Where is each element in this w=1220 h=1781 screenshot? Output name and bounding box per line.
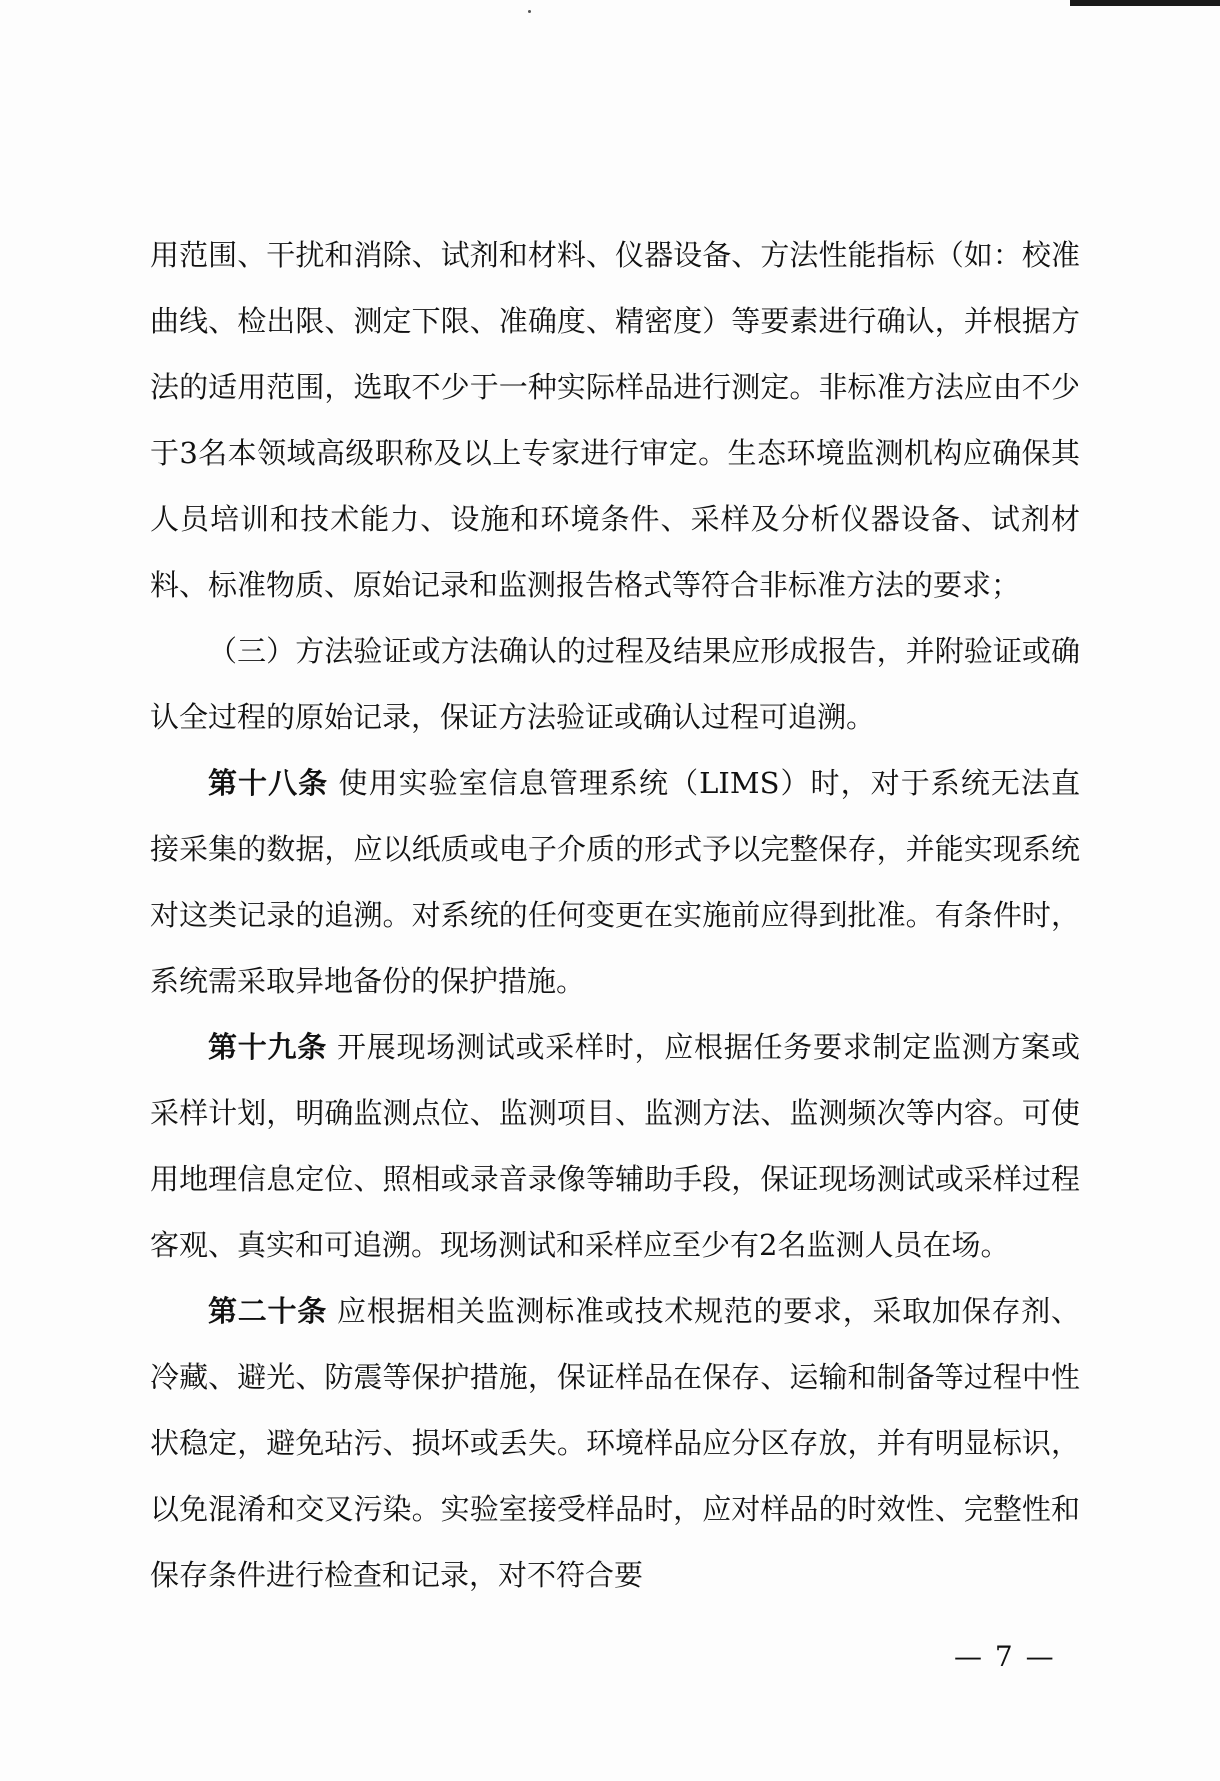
- article-19: [150, 1014, 1080, 1278]
- paragraph-text: 开展现场测试或采样时，应根据任务要求制定监测方案或采样计划，明确监测点位、监测项目、监测方法、监测频次等内容。可使用地理信息定位、照相或录音录像等辅助手段，保证现场测试或采样过程客观、真实和可追溯。现场测试和采样应至少有2名监测人员在场。: [150, 1030, 1080, 1262]
- paragraph-item-three: [150, 618, 1080, 750]
- page-number: — 7 —: [954, 1640, 1056, 1673]
- article-label: 第二十条: [208, 1294, 328, 1328]
- article-20: [150, 1278, 1080, 1608]
- paragraph-text: 用范围、干扰和消除、试剂和材料、仪器设备、方法性能指标（如：校准曲线、检出限、测定下限、准确度、精密度）等要素进行确认，并根据方法的适用范围，选取不少于一种实际样品进行测定。非标准方法应由不少于3名本领域高级职称及以上专家进行审定。生态环境监测机构应确保其人员培训和技术能力、设施和环境条件、采样及分析仪器设备、试剂材料、标准物质、原始记录和监测报告格式等符合非标准方法的要求；: [150, 238, 1080, 602]
- paragraph-text: 使用实验室信息管理系统（LIMS）时，对于系统无法直接采集的数据，应以纸质或电子介质的形式予以完整保存，并能实现系统对这类记录的追溯。对系统的任何变更在实施前应得到批准。有条件时，系统需采取异地备份的保护措施。: [150, 766, 1080, 998]
- paragraph-text: 应根据相关监测标准或技术规范的要求，采取加保存剂、冷藏、避光、防震等保护措施，保证样品在保存、运输和制备等过程中性状稳定，避免玷污、损坏或丢失。环境样品应分区存放，并有明显标识，以免混淆和交叉污染。实验室接受样品时，应对样品的时效性、完整性和保存条件进行检查和记录，对不符合要: [150, 1294, 1080, 1592]
- scan-speck: [528, 10, 531, 13]
- paragraph-continuation: [150, 222, 1080, 618]
- top-edge-rule: [1070, 0, 1220, 6]
- paragraph-text: （三）方法验证或方法确认的过程及结果应形成报告，并附验证或确认全过程的原始记录，保证方法验证或确认过程可追溯。: [150, 634, 1080, 734]
- article-18: [150, 750, 1080, 1014]
- document-body: [150, 222, 1080, 1608]
- article-label: 第十九条: [208, 1030, 328, 1064]
- article-label: 第十八条: [208, 766, 329, 800]
